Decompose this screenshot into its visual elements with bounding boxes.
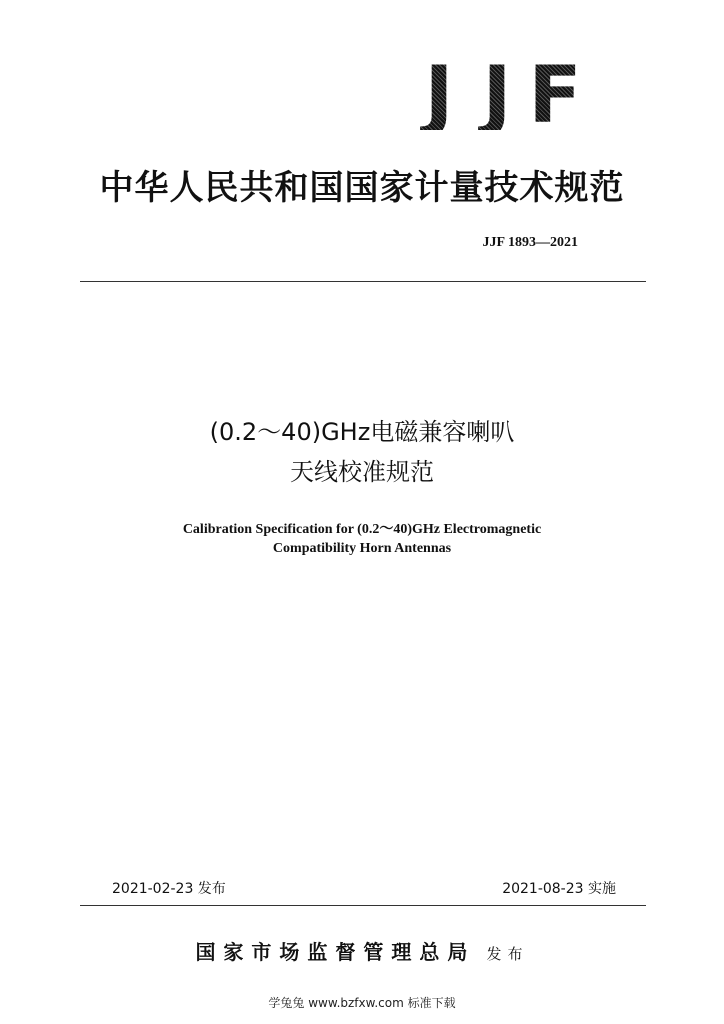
logo-letter-j2: J	[470, 62, 522, 130]
title-en-line2: Compatibility Horn Antennas	[272, 541, 452, 556]
watermark-text: 学兔兔 www.bzfxw.com 标准下载	[268, 996, 456, 1010]
document-code: JJF 1893—2021	[482, 235, 578, 250]
issuer	[0, 936, 724, 965]
issuer-verb: 发布	[486, 945, 529, 963]
top-divider	[80, 281, 646, 282]
authority-title: 中华人民共和国国家计量技术规范	[99, 168, 625, 208]
bottom-divider	[80, 905, 646, 906]
jjf-logo	[412, 51, 584, 141]
effective-date: 2021-08-23 实施	[502, 881, 616, 897]
title-zh-line1: (0.2～40)GHz电磁兼容喇叭	[209, 418, 515, 446]
title-en-line1: Calibration Specification for (0.2～40)GHz Electromagnetic	[182, 522, 542, 537]
title-zh-line2: 天线校准规范	[290, 458, 434, 486]
logo-letter-f: F	[528, 51, 580, 141]
issuer-name: 国家市场监督管理总局	[195, 940, 476, 964]
publish-date: 2021-02-23 发布	[112, 881, 226, 897]
logo-letter-j1: J	[412, 62, 464, 130]
